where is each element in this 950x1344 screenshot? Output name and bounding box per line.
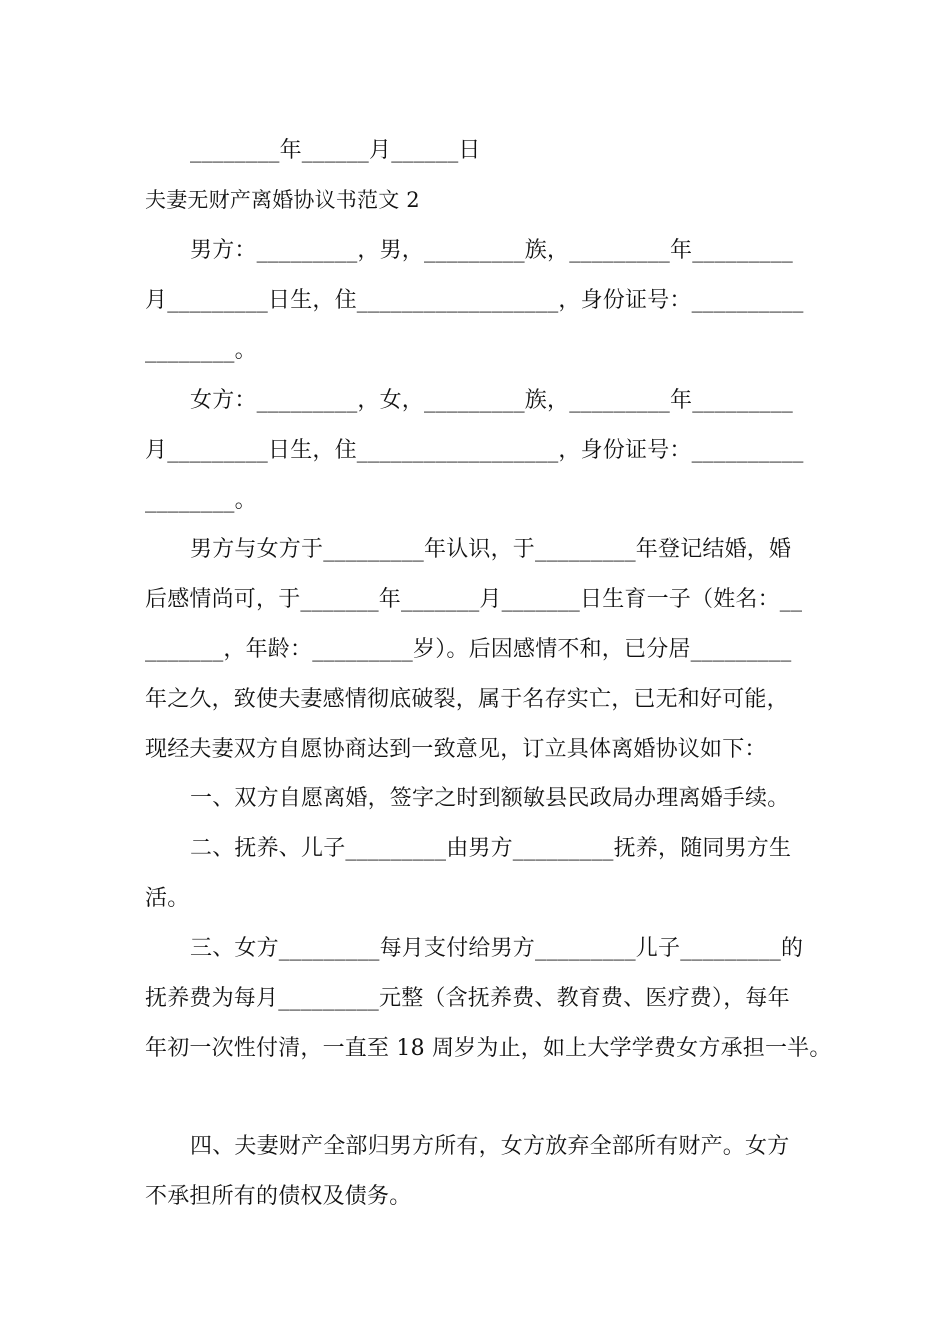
female-party-line-2: 月_________日生，住__________________，身份证号：__________ <box>145 438 804 463</box>
clause-4-line-1: 四、夫妻财产全部归男方所有，女方放弃全部所有财产。女方 <box>190 1134 790 1159</box>
male-party-line-1: 男方：_________，男，_________族，_________年_________ <box>190 238 794 263</box>
background-paragraph-line-1: 男方与女方于_________年认识，于_________年登记结婚，婚 <box>190 537 792 562</box>
clause-3-line-2: 抚养费为每月_________元整（含抚养费、教育费、医疗费），每年 <box>145 986 790 1011</box>
background-paragraph-line-2: 后感情尚可，于_______年_______月_______日生育一子（姓名：__ <box>145 587 803 612</box>
female-party-line-1: 女方：_________，女，_________族，_________年_________ <box>190 388 794 413</box>
background-paragraph-line-5: 现经夫妻双方自愿协商达到一致意见，订立具体离婚协议如下： <box>145 737 767 762</box>
clause-2-line-2: 活。 <box>145 886 190 911</box>
background-paragraph-line-4: 年之久，致使夫妻感情彻底破裂，属于名存实亡，已无和好可能， <box>145 687 789 712</box>
clause-3-line-3: 年初一次性付清，一直至 18 周岁为止，如上大学学费女方承担一半。 <box>145 1036 832 1061</box>
background-paragraph-line-3: _______，年龄：_________岁）。后因感情不和，已分居_________ <box>145 637 792 662</box>
document-title: 夫妻无财产离婚协议书范文 2 <box>145 188 420 212</box>
male-party-line-3: ________。 <box>145 338 257 363</box>
clause-1: 一、双方自愿离婚，签字之时到额敏县民政局办理离婚手续。 <box>190 786 790 811</box>
male-party-line-2: 月_________日生，住__________________，身份证号：__________ <box>145 288 804 313</box>
date-line: ________年______月______日 <box>190 138 481 163</box>
clause-4-line-2: 不承担所有的债权及债务。 <box>145 1184 412 1209</box>
female-party-line-3: ________。 <box>145 488 257 513</box>
clause-3-line-1: 三、女方_________每月支付给男方_________儿子_________的 <box>190 936 804 961</box>
clause-2-line-1: 二、抚养、儿子_________由男方_________抚养，随同男方生 <box>190 836 792 861</box>
